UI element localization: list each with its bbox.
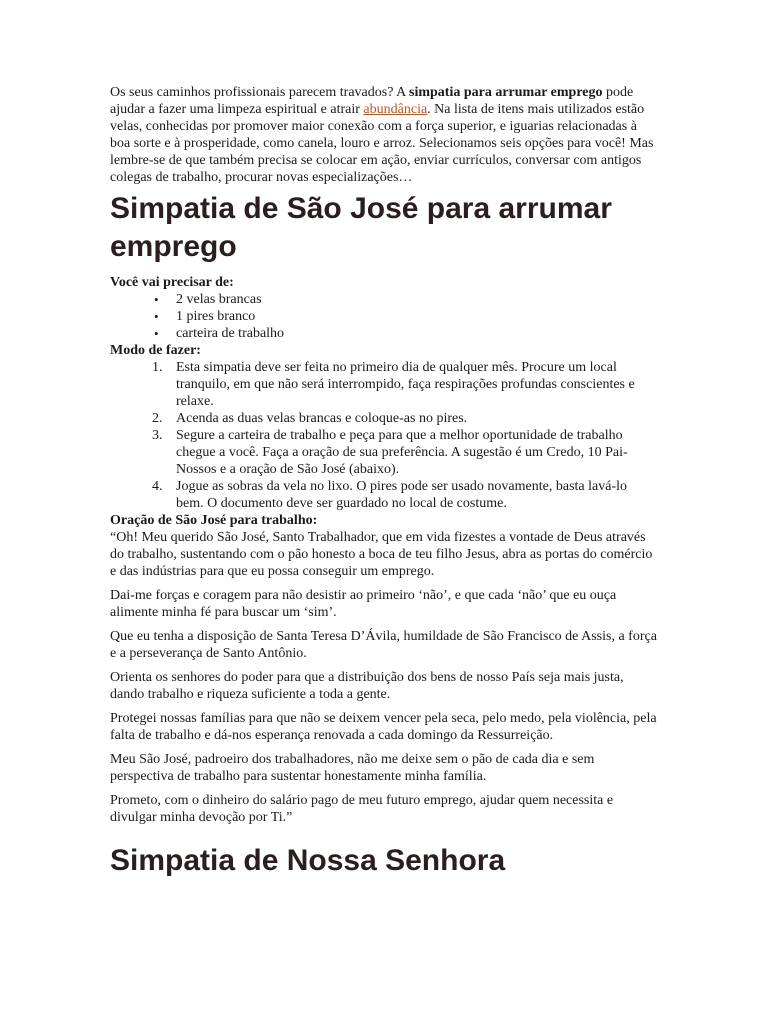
prayer-paragraph: Que eu tenha a disposição de Santa Teresa D’Ávila, humildade de São Francisco de Assis, a força e a perseverança de Santo Antônio.: [110, 629, 657, 661]
prayer-paragraph: “Oh! Meu querido São José, Santo Trabalhador, que em vida fizestes a vontade de Deus através do trabalho, sustentando com o pão honesto a boca de teu filho Jesus, abra as portas do comércio e das indústrias para que eu possa conseguir um emprego.: [110, 530, 653, 579]
needs-label: Você vai precisar de:: [110, 275, 234, 290]
intro-text-1: Os seus caminhos profissionais parecem travados? A: [110, 85, 409, 100]
prayer-paragraph: Orienta os senhores do poder para que a distribuição dos bens de nosso País seja mais justa, dando trabalho e riqueza suficiente a toda a gente.: [110, 670, 624, 702]
prayer-paragraph: Meu São José, padroeiro dos trabalhadores, não me deixe sem o pão de cada dia e sem perspectiva de trabalho para sustentar honestamente minha família.: [110, 752, 595, 784]
step-text: Jogue as sobras da vela no lixo. O pires pode ser usado novamente, basta lavá-lo bem. O documento deve ser guardado no local de costume.: [176, 479, 627, 511]
list-item: • carteira de trabalho: [176, 325, 658, 342]
prayer-paragraph: Protegei nossas famílias para que não se deixem vencer pela seca, pelo medo, pela violência, pela falta de trabalho e dá-nos esperança renovada a cada domingo da Ressurreição.: [110, 711, 657, 743]
prayer-text: [110, 529, 658, 826]
step-item: [152, 410, 658, 427]
step-item: [152, 427, 658, 478]
list-item: • 1 pires branco: [176, 308, 658, 325]
prayer-label: Oração de São José para trabalho:: [110, 513, 318, 528]
section-title-nossa-senhora: Simpatia de Nossa Senhora: [110, 844, 506, 877]
method-label: Modo de fazer:: [110, 343, 201, 358]
intro-paragraph: [110, 84, 658, 186]
intro-text-3: . Na lista de itens mais utilizados estão velas, conhecidas por promover maior conexão com a força superior, e iguarias relacionadas à boa sorte e à prosperidade, como canela, louro e arroz. Selecionamos seis opções para você! Mas lembre-se de que também precisa se colocar em ação, enviar currículos, conversar com antigos colegas de trabalho, procurar novas especializações…: [110, 102, 654, 185]
step-number: 2.: [152, 411, 163, 426]
needs-list: [110, 291, 658, 342]
step-text: Segure a carteira de trabalho e peça para que a melhor oportunidade de trabalho chegue a você. Faça a oração de sua preferência. A sugestão é um Credo, 10 Pai-Nossos e a oração de São José (abaixo).: [176, 428, 628, 477]
document-page: [110, 84, 658, 888]
section-title-sao-jose: Simpatia de São José para arrumar emprego: [110, 192, 612, 263]
prayer-paragraph: Dai-me forças e coragem para não desistir ao primeiro ‘não’, e que cada ‘não’ que eu ouça alimente minha fé para buscar um ‘sim’.: [110, 588, 617, 620]
step-text: Esta simpatia deve ser feita no primeiro dia de qualquer mês. Procure um local tranquilo, em que não será interrompido, faça respirações profundas conscientes e relaxe.: [176, 360, 635, 409]
step-number: 4.: [152, 479, 163, 494]
prayer-paragraph: Prometo, com o dinheiro do salário pago de meu futuro emprego, ajudar quem necessita e divulgar minha devoção por Ti.”: [110, 793, 614, 825]
step-number: 1.: [152, 360, 163, 375]
steps-list: [110, 359, 658, 512]
step-item: [152, 359, 658, 410]
intro-text-2: pode ajudar a fazer uma limpeza espiritual e atrair: [110, 85, 634, 117]
step-number: 3.: [152, 428, 163, 443]
intro-bold-phrase: simpatia para arrumar emprego: [409, 85, 603, 100]
step-text: Acenda as duas velas brancas e coloque-as no pires.: [176, 411, 468, 426]
abundancia-link[interactable]: abundância: [363, 102, 428, 117]
step-item: [152, 478, 658, 512]
list-item: • 2 velas brancas: [176, 291, 658, 308]
